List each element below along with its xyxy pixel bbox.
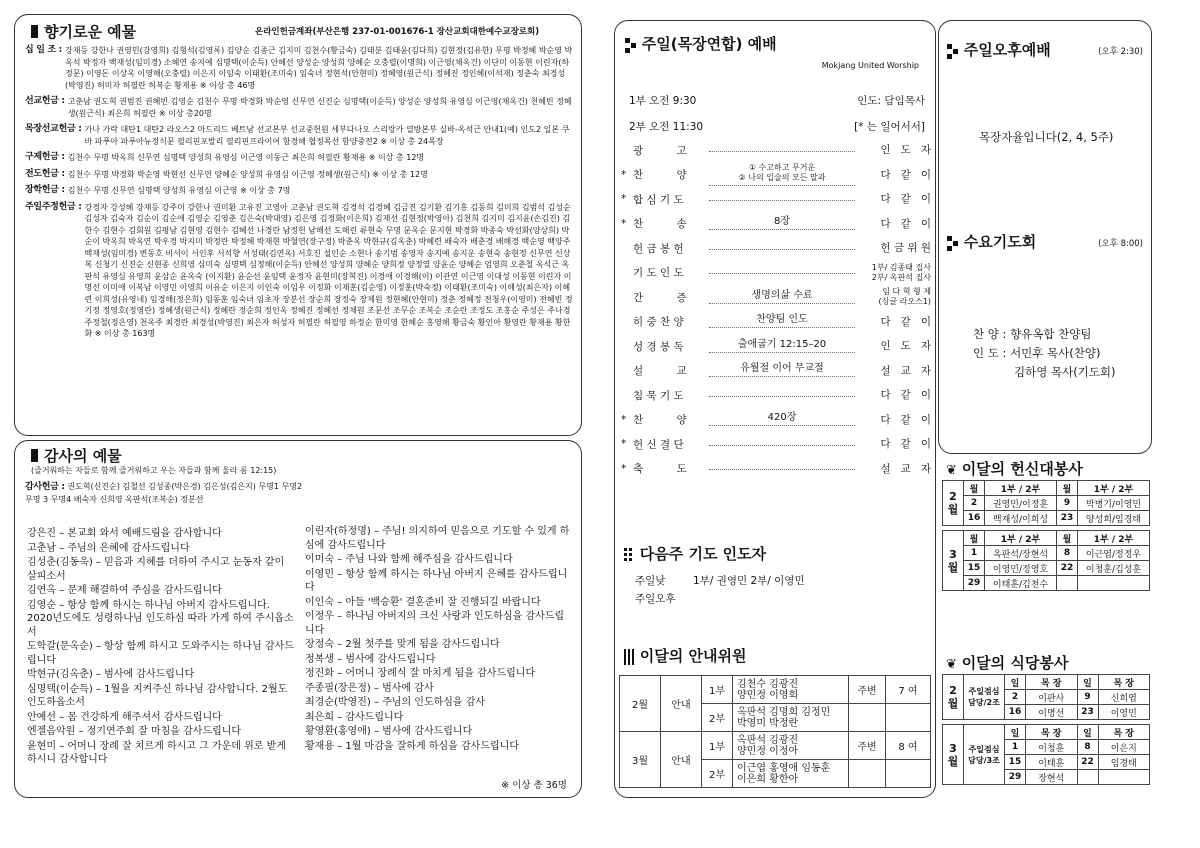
- square-bullet-icon: [31, 449, 38, 462]
- service-item: 합 심 기 도: [633, 193, 684, 206]
- usher-role: 안내: [661, 676, 702, 732]
- kitchen-table: [942, 674, 1150, 789]
- grid-spacer: [943, 785, 1150, 790]
- thanks-item: 박현규(김옥춘) – 범사에 감사드립니다: [27, 669, 195, 680]
- service-detail: 찬양팀 인도: [709, 315, 855, 328]
- grid-cell: 22: [1057, 561, 1078, 576]
- service-detail: 420장: [709, 413, 855, 426]
- grid-row: [943, 511, 1150, 526]
- service-detail: [709, 443, 855, 446]
- offering-section-text: 김천수 무명 박경화 박순영 박현선 신무연 양혜순 양성희 유영심 이근영 정혜생(원근식) ※ 이상 총 12명: [67, 169, 428, 179]
- ushers-title: 이달의 안내위원: [639, 647, 747, 665]
- thanks-tag-label: 감사헌금 :: [25, 482, 65, 492]
- service-star: [621, 359, 633, 384]
- offering-section-label: 목장선교헌금 :: [25, 124, 82, 134]
- service-row: [621, 334, 931, 359]
- next-week-label-2: 주일오후: [635, 593, 676, 605]
- grid-cell: 15: [1005, 755, 1026, 770]
- service-detail: 출애굽기 12:15–20: [709, 340, 855, 353]
- service-star: [621, 383, 633, 408]
- service-star: *: [621, 462, 627, 475]
- grid-header-cell: 월: [1057, 481, 1078, 496]
- service-person: 임 다 혁 형 제 (싱글 라오스1): [878, 287, 931, 307]
- thanks-right-list: [305, 525, 571, 754]
- service-row: [621, 457, 931, 482]
- grid-cell: 29: [1005, 770, 1026, 785]
- service-row: [621, 163, 931, 188]
- service-row: [621, 432, 931, 457]
- offering-section: [25, 152, 573, 164]
- grid-cell: 이은지: [1098, 740, 1150, 755]
- service-star: [621, 310, 633, 335]
- offering-section-label: 선교헌금 :: [25, 96, 65, 106]
- grid-cell: 16: [964, 511, 985, 526]
- thanks-item: 도학갈(문옥순) – 항상 함께 하시고 도와주시는 하나님 감사드립니다: [27, 641, 294, 666]
- service-row: [621, 359, 931, 384]
- usher-main: 주변: [849, 676, 886, 704]
- service-detail: [709, 271, 855, 274]
- service-person: 다 같 이: [880, 315, 931, 328]
- service-row: [621, 261, 931, 286]
- grid-row: [943, 561, 1150, 576]
- service-detail: [709, 394, 855, 397]
- service-person: 다 같 이: [880, 168, 931, 181]
- praise-label: 찬 양 :: [973, 327, 1007, 341]
- offering-section: [25, 185, 573, 197]
- grid-cell: 권영민/이정훈: [985, 496, 1057, 511]
- thanks-item: 황영환(홍영애) – 범사에 감사드립니다: [305, 726, 473, 737]
- grid-cell: 이판사: [1026, 690, 1078, 705]
- thanks-item: 김영순 – 항상 함께 하시는 하나님 아버지 감사드립니다. 2020년도에도 성령하나님 인도하심 따라 가게 하여 주시옵소서: [27, 599, 294, 638]
- thanks-item: 황재용 – 1월 마감을 잘하게 하심을 감사드립니다: [305, 740, 519, 752]
- grid-cell: 1: [1005, 740, 1026, 755]
- thanks-total: ※ 이상 총 36명: [501, 780, 567, 791]
- grid-cell: 23: [1077, 705, 1098, 720]
- offering-section-label: 주일주정헌금 :: [25, 201, 82, 212]
- thanks-subtitle: (즐거워하는 자들로 함께 즐거워하고 우는 자들과 함께 울라 롬 12:15): [31, 466, 277, 475]
- dot-bullet-icon: [947, 43, 959, 59]
- grid-cell: 이근엽/정정우: [1078, 546, 1150, 561]
- service-row: [621, 236, 931, 261]
- thanks-item: 김연옥 – 문제 해결하여 주심을 감사드립니다: [27, 585, 222, 596]
- service-star: *: [621, 217, 627, 230]
- square-bullet-icon: [31, 25, 38, 38]
- thanks-item: 정복생 – 범사에 감사드립니다: [305, 653, 436, 665]
- grid-sublabel: 담당/3조: [968, 755, 1000, 765]
- usher-names: 옥판석 김광진 양민정 이정아: [733, 732, 849, 760]
- dot-bullet-icon: [625, 37, 637, 53]
- offering-section-text: 강재등 강한나 권영민(강영희) 김형석(김영록) 김양순 김종근 김지미 김천수(황금숙) 김태분 김태윤(김다희) 김현정(김유한) 무명 박정혜 박순영 박옥석 박정자 백재성(임미경) 소혜연 송지예 심명택(이순득) 안혜선 양성순 양성희 양혜순 오충렬(이명희) 이근영(채옥건) 이단미 이동현 이린자(하정문) 이영돈 이상옥 이영해(오충렬) 이은지 이임숙 이태환(조미숙) 임숙녀 정현석(안현미) 정혜영(원근식) 정혜진 정인혜(이석재) 정춘숙 최경성(박영진) 허미자 허필란 허복순 황재용 ※ 이상 총 46명: [64, 46, 573, 90]
- stand-note: [* 는 일어서서]: [854, 121, 925, 133]
- offering-section: [25, 202, 573, 340]
- usher-count: [886, 760, 931, 788]
- wednesday-time: (오후 8:00): [1098, 239, 1143, 249]
- lead-value-2: 김하영 목사(기도회): [1014, 365, 1116, 379]
- service-person: 인 도 자: [880, 144, 931, 157]
- grid-cell: 이태훈: [1026, 755, 1078, 770]
- service-detail: [709, 198, 855, 201]
- usher-month: 2월: [620, 676, 661, 732]
- grid-header-cell: 1부 / 2부: [985, 481, 1057, 496]
- grid-header-cell: 일: [1005, 675, 1026, 690]
- grid-row: [943, 576, 1150, 591]
- offering-section-text: 가나 가락 대탄1 대탄2 라오스2 마드리드 베트남 선교본부 선교중헌원 세부다나오 스리랑카 열방본부 실바-옥석근 안내1(예) 인도2 일본 쿠바 파푸아 파푸아뉴정식문 필리핀포발리 필리핀프라이어 함경해 협정목선 함양중전2 ※ 이상 총 24목장: [84, 125, 570, 146]
- usher-part: 1부: [702, 676, 733, 704]
- grid-cell: 이영민/정영호: [985, 561, 1057, 576]
- grid-cell: 장현석: [1026, 770, 1078, 785]
- service-person: 1부/ 김종태 집사 2부/ 옥판석 집사: [871, 262, 931, 282]
- grid-spacer: [943, 591, 1150, 596]
- service-person: 설 교 자: [880, 462, 931, 475]
- sunday-title: 주일(목장연합) 예배: [641, 35, 777, 53]
- service-team-title: 이달의 헌신대봉사: [961, 460, 1083, 478]
- thanks-item: 최경순(박영진) – 주님의 인도하심을 감사: [305, 697, 486, 708]
- service-row: [621, 310, 931, 335]
- grid-cell: 이태훈/김천수: [985, 576, 1057, 591]
- grid-month: 2 월: [943, 481, 964, 526]
- offering-section-label: 십 일 조 :: [25, 45, 62, 55]
- service-detail: [709, 467, 855, 470]
- afternoon-title: 주일오후예배: [963, 41, 1051, 59]
- offering-box: [14, 14, 582, 436]
- grid-header-cell: 목 장: [1098, 675, 1150, 690]
- service-star: [621, 261, 633, 286]
- service-detail: 생명의삶 수료: [709, 291, 855, 304]
- service-item: 광 고: [633, 144, 687, 157]
- service-star: *: [621, 438, 627, 451]
- usher-count: 7 여: [886, 676, 931, 704]
- afternoon-worship-box: [938, 20, 1152, 454]
- grid-cell: 임경태: [1098, 755, 1150, 770]
- thanks-item: 심명택(이순득) – 1월을 지켜주신 하나님 감사합니다. 2월도 인도하옵소서: [27, 683, 288, 708]
- grid-cell: 2: [1005, 690, 1026, 705]
- service-item: 헌 금 봉 헌: [633, 242, 684, 255]
- service-star: [621, 285, 633, 310]
- grid-header-cell: 일: [1005, 725, 1026, 740]
- offering-section-text: 김천수 무명 박옥희 신무연 심명택 양성희 유영심 이근영 이동근 최은희 허필란 황재용 ※ 이상 총 12명: [67, 153, 425, 162]
- offering-account: 온라인헌금계좌(부산은행 237-01-001676-1 장산교회대한예수교장로회): [255, 27, 540, 37]
- usher-count: [886, 704, 931, 732]
- service-row: [621, 383, 931, 408]
- bars-bullet-icon: [623, 649, 635, 665]
- thanks-item: 엔젤음악원 – 정기연주회 잘 마침을 감사드립니다: [27, 726, 242, 737]
- service-detail: 8장: [709, 217, 855, 230]
- usher-part: 2부: [702, 760, 733, 788]
- grid-cell: 8: [1057, 546, 1078, 561]
- service-star: *: [621, 413, 627, 426]
- offering-section: [25, 96, 573, 119]
- grid-header-cell: 월: [1057, 531, 1078, 546]
- time-1: 1부 오전 9:30: [629, 95, 697, 107]
- service-star: *: [621, 193, 627, 206]
- grid-cell: 이청훈/김성훈: [1078, 561, 1150, 576]
- service-item: 설 교: [633, 365, 687, 378]
- offering-list: [25, 45, 573, 345]
- offering-section: [25, 169, 573, 181]
- usher-names: 이근엽 홍영애 임동훈 이은희 황한아: [733, 760, 849, 788]
- thanks-item: 이정우 – 하나님 아버지의 크신 사랑과 인도하심을 감사드립니다: [305, 611, 565, 636]
- dot-bullet-icon: [947, 235, 959, 251]
- order-of-service: [621, 138, 931, 481]
- thanks-item: 이미숙 – 주님 나와 함께 해주심을 감사드립니다: [305, 554, 513, 565]
- service-item: 침 묵 기 도: [633, 389, 684, 402]
- next-week-value-1: 1부/ 권영민 2부/ 이영민: [693, 575, 805, 587]
- service-row: [621, 408, 931, 433]
- usher-part: 1부: [702, 732, 733, 760]
- grid-cell: 이명선: [1026, 705, 1078, 720]
- grid-label: 주일점심: [968, 744, 1000, 754]
- grid-cell: 박병기/이영민: [1078, 496, 1150, 511]
- grid-cell: 이청훈: [1026, 740, 1078, 755]
- grid-header-cell: 목 장: [1026, 675, 1078, 690]
- grid-sublabel: 담당/2조: [968, 698, 1000, 707]
- thanks-box: [14, 440, 582, 798]
- grid-header-cell: 목 장: [1098, 725, 1150, 740]
- grid-month: 3 월: [943, 531, 964, 591]
- offering-title: 향기로운 예물: [44, 23, 137, 41]
- wednesday-title: 수요기도회: [963, 233, 1037, 251]
- kitchen-title: 이달의 식당봉사: [961, 654, 1069, 672]
- grid-cell: 9: [1077, 690, 1098, 705]
- service-person: 다 같 이: [880, 413, 931, 426]
- thanks-item: 최은희 – 감사드립니다: [305, 711, 404, 723]
- grid-header-row: [943, 481, 1150, 496]
- grid-cell: 이영민: [1098, 705, 1150, 720]
- offering-section-text: 김천수 무명 신무연 심명택 양성희 유영심 이근영 ※ 이상 총 7명: [67, 186, 291, 195]
- grid-label: 주일점심: [968, 687, 1000, 696]
- clover-icon: ❦: [946, 657, 957, 672]
- ushers-table: [619, 675, 931, 788]
- grid-row: [943, 496, 1150, 511]
- service-person: 다 같 이: [880, 217, 931, 230]
- thanks-item: 고춘남 – 주님의 은혜에 감사드립니다: [27, 542, 190, 554]
- thanks-item: 윤현미 – 어머니 장례 잘 치르게 하시고 그 가운데 위로 받게 하시니 감사합니다: [27, 740, 286, 765]
- grid-row: [943, 546, 1150, 561]
- grid-bullet-icon: [623, 547, 635, 563]
- service-row: [621, 212, 931, 237]
- grid-cell: [1078, 576, 1150, 591]
- offering-section-label: 장학헌금 :: [25, 185, 65, 195]
- service-item: 히 중 찬 양: [633, 316, 684, 329]
- service-team-table: [942, 480, 1150, 595]
- usher-part: 2부: [702, 704, 733, 732]
- service-item: 기 도 인 도: [633, 267, 684, 280]
- service-row: [621, 138, 931, 163]
- service-detail: [709, 149, 855, 152]
- usher-main: [849, 704, 886, 732]
- thanks-item: 이린자(하정명) – 주님! 의지하여 믿음으로 기도할 수 있게 하심에 감사드립니다: [305, 526, 570, 551]
- offering-section-label: 구제헌금 :: [25, 152, 65, 162]
- grid-header-cell: 월: [964, 531, 985, 546]
- service-person: 설 교 자: [880, 364, 931, 377]
- grid-label-cell: [964, 675, 1005, 720]
- grid-header-cell: 일: [1077, 675, 1098, 690]
- grid-cell: 22: [1077, 755, 1098, 770]
- usher-month: 3월: [620, 732, 661, 788]
- grid-cell: 29: [964, 576, 985, 591]
- grid-cell: [1077, 770, 1098, 785]
- grid-cell: 15: [964, 561, 985, 576]
- praise-value: 향유옥합 찬양팀: [1010, 327, 1092, 341]
- grid-cell: 옥판석/장현석: [985, 546, 1057, 561]
- service-star: *: [621, 168, 627, 181]
- grid-header-cell: 일: [1077, 725, 1098, 740]
- thanks-item: 주종필(장은정) – 범사에 감사: [305, 682, 434, 694]
- usher-names: 옥판석 김명희 김정민 박영미 박정란: [733, 704, 849, 732]
- thanks-item: 이인숙 – 아들 '백승환' 결혼준비 잘 진행되길 바랍니다: [305, 596, 541, 608]
- grid-cell: 2: [964, 496, 985, 511]
- service-item: 성 경 봉 독: [633, 340, 684, 353]
- service-person: 헌 금 위 원: [880, 242, 931, 255]
- thanks-item: 강은진 – 본교회 와서 예배드림을 감사합니다: [27, 528, 222, 539]
- grid-cell: 23: [1057, 511, 1078, 526]
- clover-icon: ❦: [946, 463, 957, 478]
- thanks-tag-text: 권도혁(신진순) 김철선 김성종(박은경) 김은성(김은지) 무명1 무명2 무명 3 무명4 배숙자 신희영 옥판석(조복순) 정분선: [25, 482, 303, 504]
- grid-cell: 1: [964, 546, 985, 561]
- service-row: [621, 285, 931, 310]
- grid-cell: 양성희/임경태: [1078, 511, 1150, 526]
- grid-cell: 9: [1057, 496, 1078, 511]
- thanks-item: 김성춘(김동욱) – 믿음과 지혜를 더하여 주시고 눈동자 같이 살피소서: [27, 557, 285, 582]
- service-item: 찬 양: [633, 414, 687, 427]
- service-person: 인 도 자: [880, 340, 931, 353]
- time-2: 2부 오전 11:30: [629, 121, 704, 133]
- service-star: [621, 138, 633, 163]
- offering-section-label: 전도헌금 :: [25, 168, 65, 179]
- usher-names: 김천수 김광진 양민정 이영희: [733, 676, 849, 704]
- sunday-subtitle: Mokjang United Worship: [821, 61, 919, 70]
- service-row: [621, 187, 931, 212]
- leader-1: 인도: 담임목사: [857, 95, 925, 107]
- service-detail: 유월절 이어 무교절: [709, 364, 855, 377]
- afternoon-time: (오후 2:30): [1098, 47, 1143, 57]
- grid-cell: 8: [1077, 740, 1098, 755]
- grid-month: 3 월: [943, 725, 964, 785]
- service-item: 축 도: [633, 463, 687, 476]
- service-item: 찬 송: [633, 218, 687, 231]
- next-week-label-1: 주일낮: [635, 575, 666, 587]
- usher-role: 안내: [661, 732, 702, 788]
- service-detail: [709, 247, 855, 250]
- grid-cell: 백재성/이희성: [985, 511, 1057, 526]
- offering-section: [25, 45, 573, 91]
- thanks-item: 장정숙 – 2월 첫주를 맞게 됨을 감사드립니다: [305, 639, 500, 650]
- service-person: 다 같 이: [880, 193, 931, 206]
- grid-header-cell: 목 장: [1026, 725, 1078, 740]
- service-detail: ① 수고하고 무거운 ② 나의 입술의 모든 말과: [709, 163, 855, 186]
- grid-header-row: [943, 725, 1150, 740]
- thanks-title: 감사의 예물: [44, 447, 122, 465]
- service-item: 찬 양: [633, 169, 687, 182]
- service-person: 다 같 이: [880, 389, 931, 402]
- offering-section: [25, 124, 573, 147]
- thanks-item: 정진화 – 어머니 장례식 잘 마치게 됨을 감사드립니다: [305, 668, 536, 679]
- service-item: 헌 신 결 단: [633, 438, 684, 451]
- afternoon-text: 목장자율입니다(2, 4, 5주): [979, 130, 1114, 144]
- usher-main: 주변: [849, 732, 886, 760]
- offering-section-text: 고춘남 권도혁 권범진 권혜빈 김영순 김천수 무명 박경화 박순영 신무연 신진순 심명택(이순득) 양성순 양성희 유영심 이근영(채옥건) 천혜빈 정혜생(원근식) 최은희 허필란 ※ 이상 총20명: [67, 97, 572, 118]
- usher-row: [620, 732, 931, 760]
- grid-label-cell: [964, 725, 1005, 785]
- sunday-worship-box: [614, 20, 936, 798]
- grid-header-cell: 1부 / 2부: [1078, 531, 1150, 546]
- grid-header-cell: 월: [964, 481, 985, 496]
- offering-section-text: 강경자 강성혜 강재등 강주미 강한나 권미환 고유진 고영아 고춘남 권도혁 김경석 김경혜 김금진 김기환 김기홍 김동희 김미희 김범석 김성순 김성자 김숙자 김순이 김순애 김영순 김영춘 김은숙(박대영) 김은영 김정화(이은희) 김재선 김현정(박영아) 김천희 김지미 김지윤(손김진) 김한수 김현수 김회원 김평남 김현영 김현수 김혜선 나경란 남정헌 남해선 도해린 류현숙 무명 문옥순 문지현 박경화 박종숙 박선화(양상희) 박순이 박옥희 박옥연 박우경 박지미 박정란 박정혜 박재현 박혈연(장구정) 박춘옥 박현규(김옥춘) 박혜련 배숙자 배춘경 배해경 백순영 백양주 백재성(임미경) 변동호 비서이 서인후 서석향 서성태(김연옥) 서호진 설인순 소현나 송기범 송영자 송지예 송지운 송현숙 송현정 신무연 신상복 신청기 신진순 신현종 신희영 심미숙 심명택 심정해(이순득) 안혜선 양성희 양혜순 양희정 양정열 양윤순 양혜순 엄영희 오춘철 옥석근 옥판석 유영심 유영희 윤삼순 윤옥숙 (이지환) 윤순선 윤임택 윤정자 윤현미(장혁진) 이경애 이경해(이) 이관연 이근영 이대성 이동현 이린자 이명선 이미애 이복남 이영민 이영희 이유순 이은지 이인숙 이임우 이정화 이재훈(김순영) 이정훈(박숙정) 이태환(조미숙) 이해성(최은자) 이혜련 이희성(유영네) 임경해(정은희) 임동훈 임숙녀 임초자 장분선 장순희 장정숙 장제원 정현혜(안현미) 정춘 정혜정 전청우(이영미) 전혜빈 정기정 정영호(정영란) 정혜생(원근식) 정혜란 정순희 정인옥 정혜진 정혜선 정채원 조문선 조무순 조복순 조순란 조정도 조홍순 주성은 주나경 주정철(정은영) 천옥주 최경란 최경성(박영진) 최은자 허성자 허필란 허필영 하정순 한미영 한혜순 홍영해 황금숙 황인아 황영란 황재용 황한화 ※ 이상 총 163명: [84, 202, 573, 338]
- grid-cell: [1098, 770, 1150, 785]
- grid-month: 2 월: [943, 675, 964, 720]
- usher-count: 8 여: [886, 732, 931, 760]
- thanks-left-list: [27, 527, 297, 768]
- thanks-item: 안예선 – 몸 건강하게 해주셔서 감사드립니다: [27, 711, 222, 723]
- grid-header-cell: 1부 / 2부: [985, 531, 1057, 546]
- grid-header-row: [943, 531, 1150, 546]
- grid-cell: [1057, 576, 1078, 591]
- service-item: 간 증: [633, 291, 687, 304]
- grid-header-row: [943, 675, 1150, 690]
- grid-cell: 16: [1005, 705, 1026, 720]
- lead-label: 인 도 :: [973, 346, 1007, 360]
- service-star: [621, 236, 633, 261]
- service-star: [621, 334, 633, 359]
- lead-value-1: 서민후 목사(찬양): [1010, 346, 1101, 360]
- grid-header-cell: 1부 / 2부: [1078, 481, 1150, 496]
- service-person: 다 같 이: [880, 438, 931, 451]
- next-week-title: 다음주 기도 인도자: [639, 545, 767, 563]
- thanks-item: 이영민 – 항상 함께 하시는 하나님 아버지 은혜를 감사드립니다: [305, 568, 568, 593]
- usher-main: [849, 760, 886, 788]
- grid-cell: 신희엽: [1098, 690, 1150, 705]
- usher-row: [620, 676, 931, 704]
